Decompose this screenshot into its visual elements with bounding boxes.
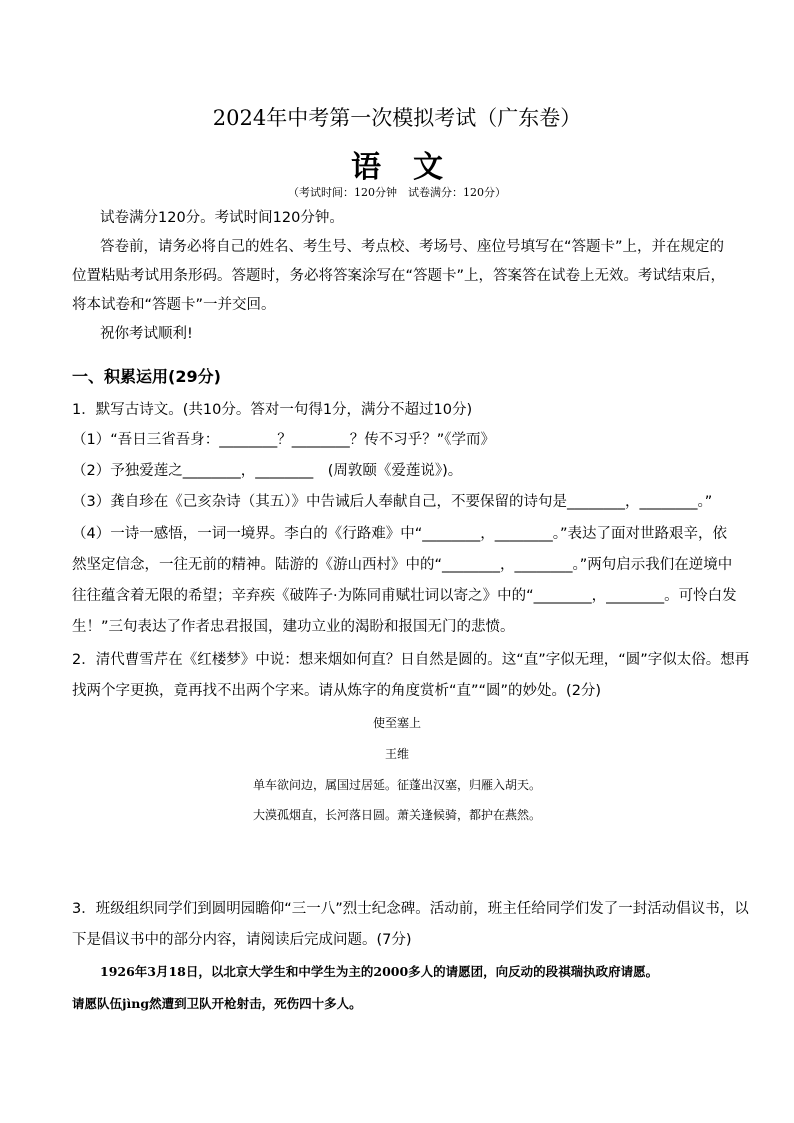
- q1-item-3: （3）龚自珍在《己亥杂诗（其五）》中告诫后人奉献自己，不要保留的诗句是________，________。”: [72, 494, 713, 510]
- q1-item-4-line-2: 然坚定信念，一往无前的精神。陆游的《游山西村》中的“________，________。”两句启示我们在逆境中: [72, 557, 733, 573]
- good-luck-line: 祝你考试顺利!: [100, 326, 193, 342]
- q1-item-4-line-1: （4）一诗一感悟，一词一境界。李白的《行路难》中“________，________。”表达了面对世路艰辛，依: [72, 526, 727, 542]
- q2-stem-line-2: 找两个字更换，竟再找不出两个字来。请从炼字的角度赏析“直”“圆”的妙处。(2分): [72, 683, 602, 699]
- poem-author: 王维: [384, 747, 409, 761]
- q3-passage-line-2: 请愿队伍jìng然遭到卫队开枪射击，死伤四十多人。: [72, 996, 362, 1011]
- instruction-line-1: 试卷满分120分。考试时间120分钟。: [100, 210, 344, 226]
- poem-line-1: 单车欲问边，属国过居延。征蓬出汉塞，归雁入胡天。: [252, 778, 541, 792]
- q3-passage-line-1: 1926年3月18日，以北京大学生和中学生为主的2000多人的请愿团，向反动的段祺瑞执政府请愿。: [100, 964, 659, 979]
- instruction-line-3: 位置粘贴考试用条形码。答题时，务必将答案涂写在“答题卡”上，答案答在试卷上无效。考试结束后，: [72, 268, 726, 284]
- q1-item-1: （1）“吾日三省吾身：________？________？传不习乎？”《学而》: [72, 432, 495, 448]
- subject-title: 语文: [351, 150, 475, 185]
- q3-stem-line-1: 3．班级组织同学们到圆明园瞻仰“三一八”烈士纪念碑。活动前，班主任给同学们发了一封活动倡议书，以: [72, 901, 749, 917]
- q1-item-4-line-4: 生！”三句表达了作者忠君报国，建功立业的渴盼和报国无门的悲愤。: [72, 619, 515, 635]
- q2-stem-line-1: 2．清代曹雪芹在《红楼梦》中说：想来烟如何直？日自然是圆的。这“直”字似无理，“圆”字似太俗。想再: [72, 652, 750, 668]
- section-heading: 一、积累运用(29分): [72, 367, 221, 386]
- poem-line-2: 大漠孤烟直，长河落日圆。萧关逢候骑，都护在燕然。: [252, 808, 541, 822]
- exam-time-note: （考试时间：120分钟 试卷满分：120分）: [288, 186, 506, 199]
- exam-title: 2024年中考第一次模拟考试（广东卷）: [212, 106, 582, 130]
- q1-item-4-line-3: 往往蕴含着无限的希望；辛弃疾《破阵子·为陈同甫赋壮词以寄之》中的“________，________。可怜白发: [72, 588, 737, 604]
- instruction-line-4: 将本试卷和“答题卡”一并交回。: [72, 297, 276, 313]
- q1-item-2: （2）予独爱莲之________，________ (周敦颐《爱莲说》)。: [72, 463, 463, 479]
- instruction-line-2: 答卷前，请务必将自己的姓名、考生号、考点校、考场号、座位号填写在“答题卡”上，并在规定的: [100, 239, 725, 255]
- poem-title: 使至塞上: [372, 716, 421, 730]
- q3-stem-line-2: 下是倡议书中的部分内容，请阅读后完成问题。(7分): [72, 932, 412, 948]
- q1-stem: 1．默写古诗文。(共10分。答对一句得1分，满分不超过10分): [72, 402, 473, 418]
